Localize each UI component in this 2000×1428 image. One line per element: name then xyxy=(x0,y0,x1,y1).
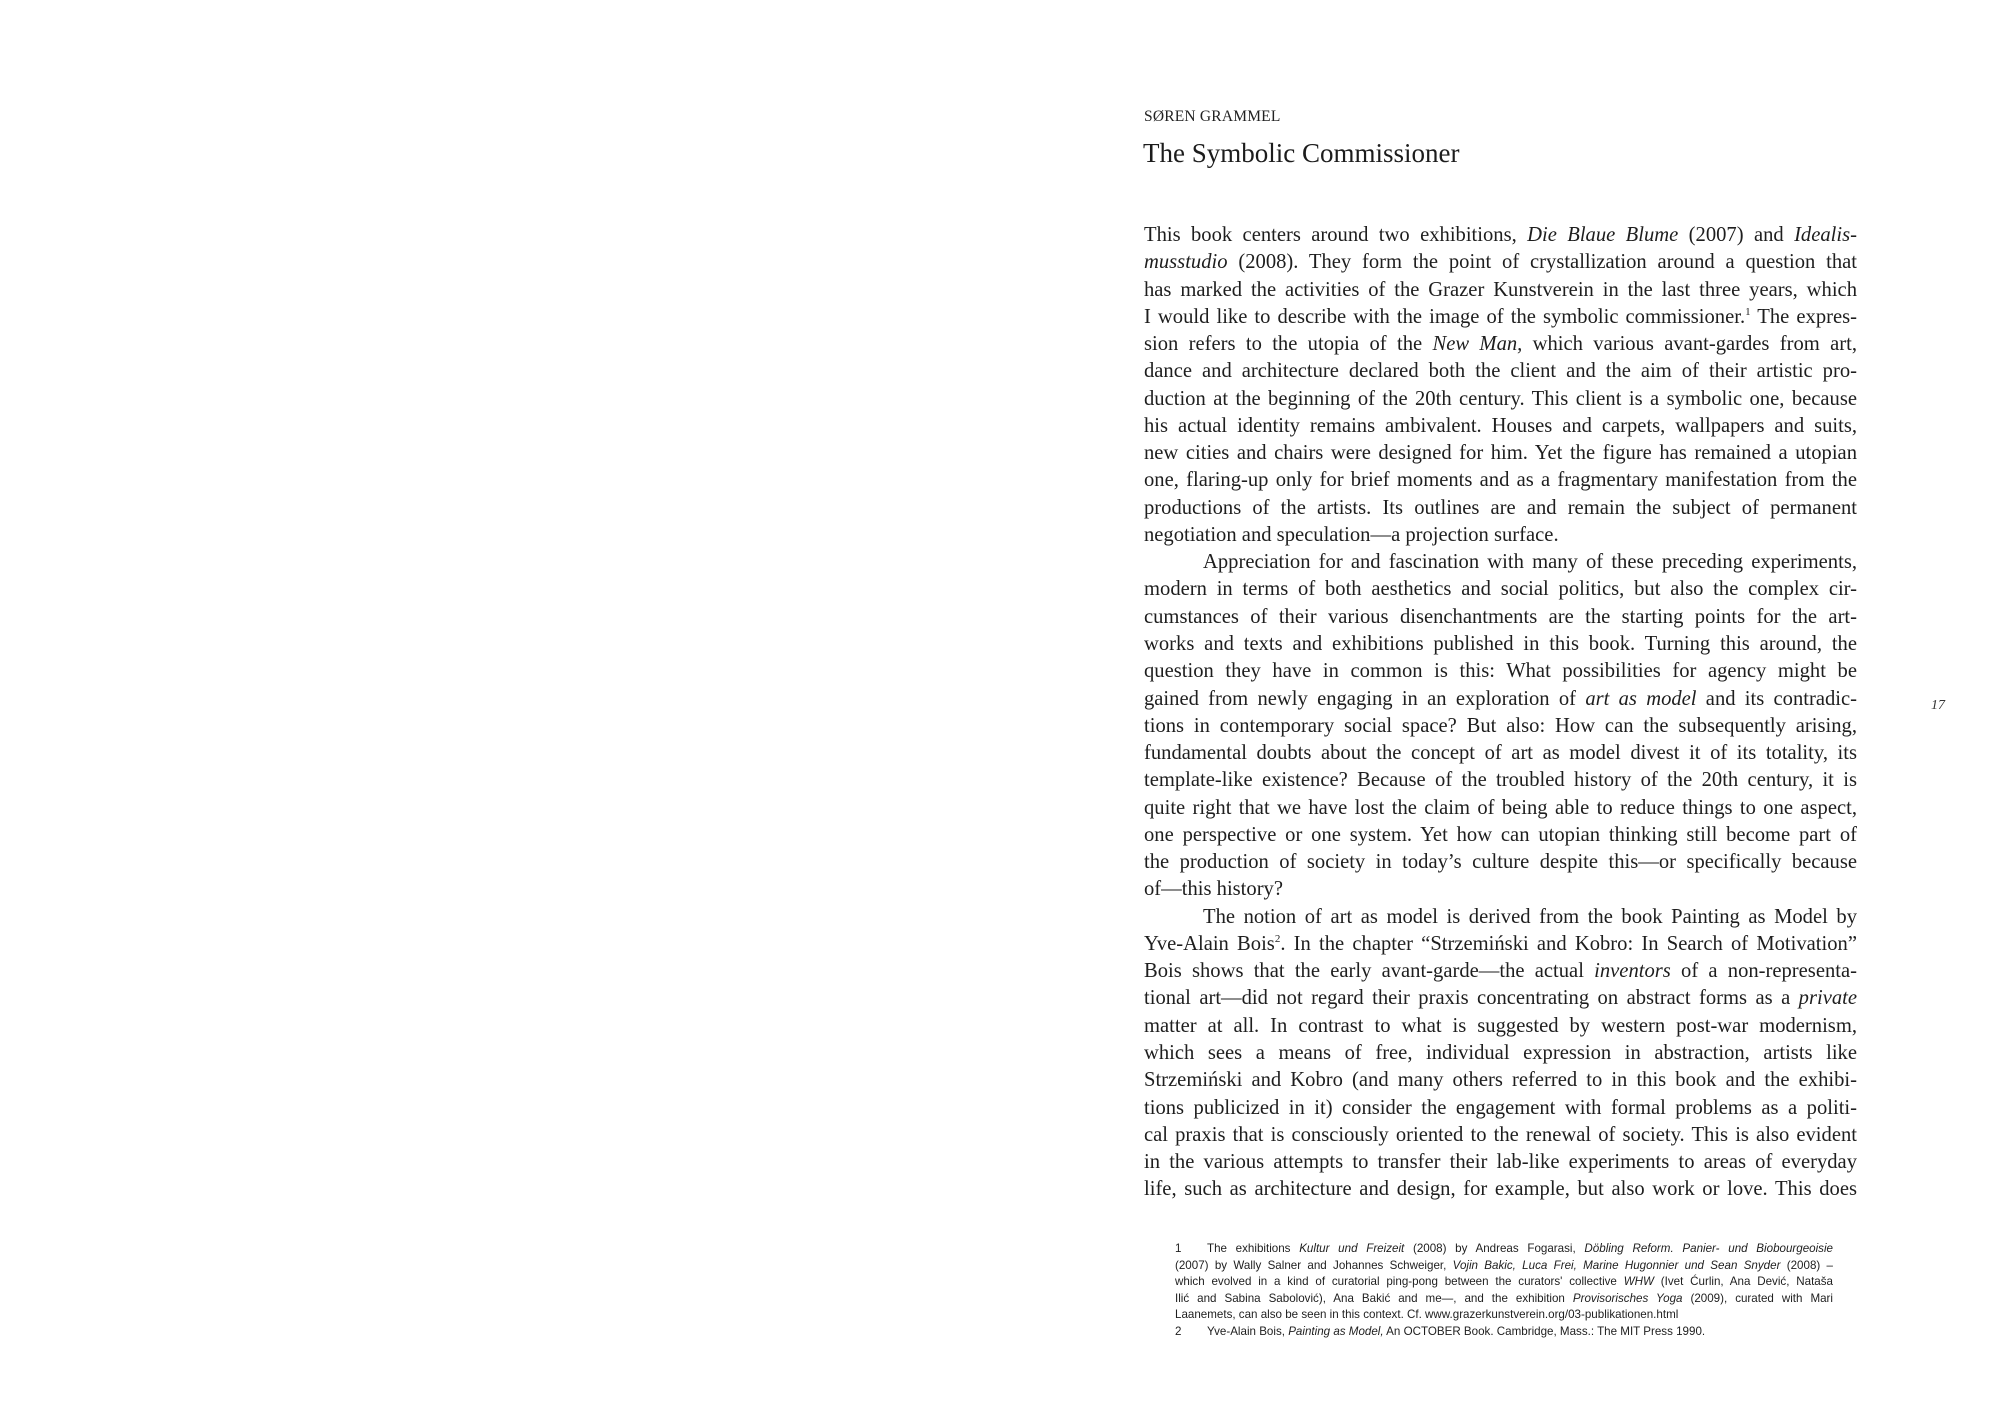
text-run: The exhibitions xyxy=(1207,1242,1300,1255)
body-line xyxy=(1144,522,1857,549)
body-line xyxy=(1144,304,1857,331)
body-line xyxy=(1144,931,1857,958)
text-run: has marked the activities of the Grazer Kunstverein in the last three years, which xyxy=(1144,278,1857,301)
footnote-line xyxy=(1175,1307,1833,1324)
text-run: Appreciation for and fascination with many of these preceding experiments, xyxy=(1203,551,1857,574)
text-run: negotiation and speculation—a projection surface. xyxy=(1144,523,1559,546)
body-line xyxy=(1144,331,1857,358)
body-line xyxy=(1144,631,1857,658)
text-run: which sees a means of free, individual expression in abstraction, artists like xyxy=(1144,1041,1857,1064)
text-run: question they have in common is this: What possibilities for agency might be xyxy=(1144,660,1857,683)
body-line xyxy=(1144,767,1857,794)
text-run: works and texts and exhibitions published in this book. Turning this around, the xyxy=(1144,632,1857,655)
text-run: This book centers around two exhibitions, xyxy=(1144,224,1528,246)
text-run: of a non-representa- xyxy=(1670,960,1857,983)
footnote-line xyxy=(1175,1258,1833,1275)
text-run: one perspective or one system. Yet how can utopian thinking still become part of xyxy=(1144,823,1857,846)
text-run: Yve-Alain Bois, xyxy=(1207,1324,1289,1338)
footnote-line xyxy=(1175,1324,1833,1341)
italic-text: Döbling Reform. Panier- und Biobourgeoisie xyxy=(1584,1242,1834,1255)
text-run: Laanemets, can also be seen in this context. Cf. www.grazerkunstverein.org/03-publikationen.html xyxy=(1175,1308,1679,1322)
body-line xyxy=(1144,1040,1857,1067)
body-line xyxy=(1144,1067,1857,1094)
italic-text: New Man, xyxy=(1432,333,1523,356)
text-run: The expres- xyxy=(1750,305,1858,328)
text-run: cal praxis that is consciously oriented to the renewal of society. This is also evident xyxy=(1144,1123,1857,1146)
text-run: (2007) and xyxy=(1678,224,1795,246)
text-run: (2008) by Andreas Fogarasi, xyxy=(1404,1242,1585,1255)
text-run: The notion of art as model is derived from the book Painting as Model by xyxy=(1203,905,1857,928)
footnote-number: 1 xyxy=(1175,1242,1182,1255)
text-run: tions in contemporary social space? But also: How can the subsequently arising, xyxy=(1144,714,1857,737)
italic-text: Die Blaue Blume xyxy=(1527,224,1679,246)
text-run: which various avant-gardes from art, xyxy=(1522,333,1858,356)
body-line xyxy=(1144,876,1857,903)
text-run: one, flaring-up only for brief moments and as a fragmentary manifestation from the xyxy=(1144,469,1857,492)
text-run: An OCTOBER Book. Cambridge, Mass.: The MIT Press 1990. xyxy=(1383,1324,1706,1338)
text-run: in the various attempts to transfer their lab-like experiments to areas of everyday xyxy=(1144,1151,1857,1174)
body-line xyxy=(1144,740,1857,767)
text-run: Yve-Alain Bois xyxy=(1144,932,1275,955)
footnote-line xyxy=(1175,1241,1833,1258)
body-line xyxy=(1144,358,1857,385)
body-line xyxy=(1144,686,1857,713)
body-line xyxy=(1144,1122,1857,1149)
text-run: (2008) – xyxy=(1780,1258,1834,1272)
body-line xyxy=(1144,822,1857,849)
body-line xyxy=(1144,713,1857,740)
text-run: gained from newly engaging in an exploration of xyxy=(1144,687,1586,710)
italic-text: inventors xyxy=(1594,960,1671,983)
body-line xyxy=(1144,604,1857,631)
footnote-reference: 2 xyxy=(1274,932,1281,945)
body-line xyxy=(1144,1013,1857,1040)
footnote-number: 2 xyxy=(1175,1324,1182,1338)
text-run: (2007) by Wally Salner and Johannes Schweiger, xyxy=(1175,1258,1453,1272)
essay-title: The Symbolic Commissioner xyxy=(1143,138,1460,168)
text-run: . In the chapter “Strzemiński and Kobro: In Search of Motivation” xyxy=(1280,932,1857,955)
body-line xyxy=(1144,958,1857,985)
body-line xyxy=(1144,904,1857,931)
body-line xyxy=(1144,277,1857,304)
author-name: SØREN GRAMMEL xyxy=(1144,108,1281,125)
body-line xyxy=(1144,849,1857,876)
italic-text: art as model xyxy=(1585,687,1697,710)
body-line xyxy=(1144,658,1857,685)
body-line xyxy=(1144,440,1857,467)
text-run: tions publicized in it) consider the engagement with formal problems as a politi- xyxy=(1144,1096,1857,1119)
footnote-line xyxy=(1175,1291,1833,1308)
body-line xyxy=(1144,413,1857,440)
text-run: which evolved in a kind of curatorial ping-pong between the curators' collective xyxy=(1175,1275,1624,1289)
text-run: modern in terms of both aesthetics and social politics, but also the complex cir- xyxy=(1144,578,1857,601)
body-line xyxy=(1144,495,1857,522)
text-run: productions of the artists. Its outlines are and remain the subject of permanent xyxy=(1144,496,1857,519)
text-run: life, such as architecture and design, for example, but also work or love. This does xyxy=(1144,1178,1857,1201)
text-run: Strzemiński and Kobro (and many others referred to in this book and the exhibi- xyxy=(1144,1069,1857,1092)
body-line xyxy=(1144,467,1857,494)
essay-body xyxy=(1144,222,1857,1204)
body-line xyxy=(1144,1095,1857,1122)
text-run: quite right that we have lost the claim of being able to reduce things to one aspect, xyxy=(1144,796,1857,819)
text-run: Ilić and Sabina Sabolović), Ana Bakić and me—, and the exhibition xyxy=(1175,1291,1573,1305)
text-run: template-like existence? Because of the troubled history of the 20th century, it is xyxy=(1144,769,1857,792)
text-run: and its contradic- xyxy=(1696,687,1858,710)
text-run: matter at all. In contrast to what is suggested by western post-war modernism, xyxy=(1144,1014,1857,1037)
body-line xyxy=(1144,222,1857,249)
text-run: sion refers to the utopia of the xyxy=(1144,333,1433,356)
italic-text: Kultur und Freizeit xyxy=(1299,1242,1405,1255)
italic-text: Painting as Model, xyxy=(1288,1324,1384,1338)
italic-text: Provisorisches Yoga xyxy=(1572,1291,1683,1305)
text-run: new cities and chairs were designed for him. Yet the figure has remained a utopian xyxy=(1144,442,1857,465)
text-run: his actual identity remains ambivalent. Houses and carpets, wallpapers and suits, xyxy=(1144,414,1857,437)
italic-text: Idealis- xyxy=(1794,224,1857,246)
italic-text: musstudio xyxy=(1144,251,1228,274)
body-line xyxy=(1144,576,1857,603)
footnote-line xyxy=(1175,1274,1833,1291)
text-run: cumstances of their various disenchantments are the starting points for the art- xyxy=(1144,605,1857,628)
body-line xyxy=(1144,1149,1857,1176)
text-run: (Ivet Ćurlin, Ana Dević, Nataša xyxy=(1653,1275,1833,1289)
text-run: Bois shows that the early avant-garde—the actual xyxy=(1144,960,1595,983)
body-line xyxy=(1144,549,1857,576)
text-run: the production of society in today’s culture despite this—or specifically because xyxy=(1144,851,1857,874)
body-line xyxy=(1144,1176,1857,1203)
italic-text: WHW xyxy=(1623,1275,1654,1289)
text-run: fundamental doubts about the concept of art as model divest it of its totality, its xyxy=(1144,742,1857,765)
body-line xyxy=(1144,249,1857,276)
text-run: (2008). They form the point of crystallization around a question that xyxy=(1227,251,1857,274)
body-line xyxy=(1144,985,1857,1012)
text-run: dance and architecture declared both the client and the aim of their artistic pro- xyxy=(1144,360,1857,383)
text-run: duction at the beginning of the 20th century. This client is a symbolic one, because xyxy=(1144,387,1857,410)
text-run: tional art—did not regard their praxis concentrating on abstract forms as a xyxy=(1144,987,1799,1010)
italic-text: Vojin Bakic, Luca Frei, Marine Hugonnier und Sean Snyder xyxy=(1452,1258,1781,1272)
body-line xyxy=(1144,795,1857,822)
text-run: I would like to describe with the image of the symbolic commissioner. xyxy=(1144,305,1746,328)
footnote-reference: 1 xyxy=(1745,305,1751,318)
text-run: of—this history? xyxy=(1144,878,1283,901)
page-number: 17 xyxy=(1931,698,1945,713)
footnotes xyxy=(1175,1241,1833,1341)
body-line xyxy=(1144,386,1857,413)
italic-text: private xyxy=(1798,987,1857,1010)
text-run: (2009), curated with Mari xyxy=(1682,1291,1833,1305)
